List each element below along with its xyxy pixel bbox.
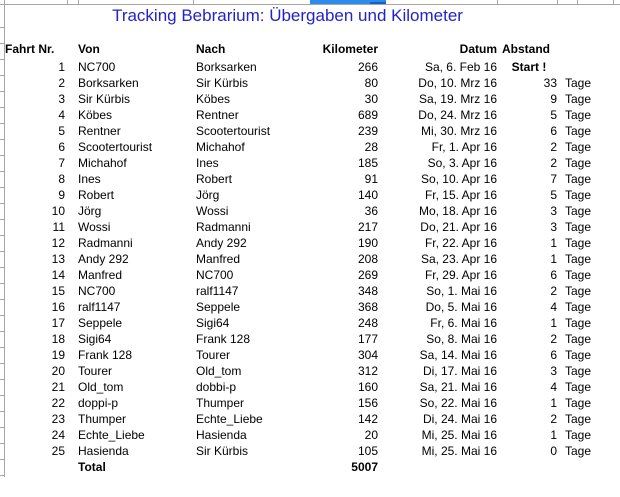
column-tick <box>577 0 578 4</box>
table-row <box>0 139 620 155</box>
cell-fahrt-nr[interactable]: 15 <box>51 284 65 298</box>
cell-fahrt-nr[interactable]: 13 <box>51 252 65 266</box>
cell-datum[interactable]: Di, 24. Mai 16 <box>422 412 497 426</box>
cell-kilometer[interactable]: 190 <box>357 236 378 250</box>
cell-fahrt-nr[interactable]: 14 <box>51 268 65 282</box>
cell-abstand-unit[interactable]: Tage <box>565 348 592 362</box>
cell-abstand[interactable]: 7 <box>550 172 557 186</box>
table-row <box>0 267 620 283</box>
cell-abstand[interactable]: 1 <box>550 396 557 410</box>
cell-nach[interactable]: Rentner <box>196 108 239 122</box>
cell-nach[interactable]: dobbi-p <box>196 380 237 394</box>
cell-kilometer[interactable]: 105 <box>357 444 378 458</box>
table-row <box>0 107 620 123</box>
cell-nach[interactable]: Borksarken <box>196 60 257 74</box>
cell-abstand[interactable]: 3 <box>550 220 557 234</box>
table-row <box>0 331 620 347</box>
cell-abstand[interactable]: 1 <box>550 252 557 266</box>
cell-abstand[interactable]: 2 <box>550 412 557 426</box>
cell-abstand-unit[interactable]: Tage <box>565 396 592 410</box>
cell-nach[interactable]: Wossi <box>196 204 229 218</box>
cell-datum[interactable]: So, 10. Apr 16 <box>420 172 497 186</box>
cell-abstand[interactable]: 2 <box>550 140 557 154</box>
cell-kilometer[interactable]: 80 <box>364 76 378 90</box>
table-row <box>0 203 620 219</box>
table-row <box>0 59 620 75</box>
cell-kilometer[interactable]: 30 <box>364 92 378 106</box>
cell-von[interactable]: Hasienda <box>78 444 129 458</box>
cell-kilometer[interactable]: 177 <box>357 332 378 346</box>
cell-kilometer[interactable]: 156 <box>357 396 378 410</box>
cell-datum[interactable]: Sa, 6. Feb 16 <box>424 60 497 74</box>
cell-fahrt-nr[interactable]: 5 <box>58 124 65 138</box>
table-row <box>0 155 620 171</box>
cell-von[interactable]: Scootertourist <box>78 140 153 154</box>
cell-nach[interactable]: Scootertourist <box>196 124 271 138</box>
total-label[interactable]: Total <box>78 460 106 474</box>
cell-abstand[interactable]: 1 <box>550 428 557 442</box>
cell-kilometer[interactable]: 348 <box>357 284 378 298</box>
table-row <box>0 363 620 379</box>
cell-fahrt-nr[interactable]: 22 <box>51 396 65 410</box>
cell-datum[interactable]: Mi, 30. Mrz 16 <box>420 124 497 138</box>
cell-datum[interactable]: So, 3. Apr 16 <box>427 156 497 170</box>
cell-von[interactable]: Radmanni <box>78 236 133 250</box>
cell-fahrt-nr[interactable]: 7 <box>58 156 65 170</box>
cell-abstand-unit[interactable]: Tage <box>565 428 592 442</box>
cell-von[interactable]: Wossi <box>78 220 111 234</box>
cell-abstand[interactable]: 0 <box>550 444 557 458</box>
cell-abstand[interactable]: 6 <box>550 348 557 362</box>
cell-abstand[interactable]: 2 <box>550 284 557 298</box>
cell-abstand[interactable]: 2 <box>550 156 557 170</box>
cell-abstand-unit[interactable]: Tage <box>565 412 592 426</box>
cell-fahrt-nr[interactable]: 21 <box>51 380 65 394</box>
cell-nach[interactable]: Sir Kürbis <box>196 76 249 90</box>
cell-fahrt-nr[interactable]: 11 <box>52 220 65 234</box>
cell-abstand-unit[interactable]: Tage <box>565 204 592 218</box>
cell-fahrt-nr[interactable]: 12 <box>51 236 65 250</box>
cell-von[interactable]: Thumper <box>78 412 127 426</box>
sheet-title[interactable]: Tracking Bebrarium: Übergaben und Kilometer <box>112 6 463 25</box>
cell-abstand-unit[interactable]: Tage <box>565 316 592 330</box>
cell-fahrt-nr[interactable]: 19 <box>51 348 65 362</box>
cell-datum[interactable]: So, 22. Mai 16 <box>419 396 497 410</box>
cell-von[interactable]: Manfred <box>78 268 123 282</box>
cell-von[interactable]: Robert <box>78 188 115 202</box>
cell-von[interactable]: NC700 <box>78 60 116 74</box>
column-tick <box>557 0 558 4</box>
cell-von[interactable]: Andy 292 <box>78 252 129 266</box>
total-kilometer-value[interactable]: 5007 <box>351 460 378 474</box>
cell-von[interactable]: ralf1147 <box>78 300 121 314</box>
cell-datum[interactable]: Mi, 25. Mai 16 <box>421 428 497 442</box>
table-row <box>0 283 620 299</box>
cell-abstand[interactable]: 1 <box>550 316 557 330</box>
cell-fahrt-nr[interactable]: 4 <box>58 108 65 122</box>
cell-nach[interactable]: Tourer <box>196 348 231 362</box>
cell-von[interactable]: Michahof <box>78 156 127 170</box>
cell-abstand[interactable]: 1 <box>550 236 557 250</box>
cell-nach[interactable]: Echte_Liebe <box>196 412 263 426</box>
cell-abstand-unit[interactable]: Tage <box>565 268 592 282</box>
cell-datum[interactable]: Do, 21. Apr 16 <box>420 220 497 234</box>
table-row <box>0 235 620 251</box>
column-tick <box>78 0 79 4</box>
cell-abstand-unit[interactable]: Tage <box>565 300 592 314</box>
cell-kilometer[interactable]: 248 <box>357 316 378 330</box>
cell-kilometer[interactable]: 312 <box>357 364 378 378</box>
cell-kilometer[interactable]: 239 <box>357 124 378 138</box>
cell-abstand[interactable]: 5 <box>550 108 557 122</box>
cell-von[interactable]: Old_tom <box>78 380 124 394</box>
cell-abstand-unit[interactable]: Tage <box>565 188 592 202</box>
cell-abstand[interactable]: 4 <box>550 380 557 394</box>
column-header-fahrt-nr[interactable]: Fahrt Nr. <box>5 42 55 56</box>
cell-fahrt-nr[interactable]: 10 <box>51 204 65 218</box>
table-row <box>0 347 620 363</box>
cell-abstand[interactable]: 4 <box>550 300 557 314</box>
column-header-von[interactable]: Von <box>78 42 100 56</box>
table-row <box>0 219 620 235</box>
cell-datum[interactable]: Do, 10. Mrz 16 <box>418 76 497 90</box>
cell-fahrt-nr[interactable]: 18 <box>51 332 65 346</box>
row-tick <box>0 475 4 476</box>
column-header-abstand[interactable]: Abstand <box>502 42 550 56</box>
cell-kilometer[interactable]: 160 <box>357 380 378 394</box>
cell-nach[interactable]: Radmanni <box>196 220 251 234</box>
cell-von[interactable]: Ines <box>78 172 101 186</box>
cell-kilometer[interactable]: 28 <box>364 140 378 154</box>
cell-abstand-unit[interactable]: Tage <box>565 332 592 346</box>
cell-fahrt-nr[interactable]: 17 <box>51 316 65 330</box>
cell-fahrt-nr[interactable]: 20 <box>51 364 65 378</box>
cell-nach[interactable]: Sir Kürbis <box>196 444 249 458</box>
cell-datum[interactable]: Fr, 6. Mai 16 <box>430 316 497 330</box>
cell-fahrt-nr[interactable]: 6 <box>58 140 65 154</box>
cell-abstand[interactable]: 33 <box>543 76 557 90</box>
cell-abstand-unit[interactable]: Tage <box>565 284 592 298</box>
column-header-datum[interactable]: Datum <box>459 42 497 56</box>
cell-datum[interactable]: Mo, 18. Apr 16 <box>418 204 497 218</box>
column-tick <box>613 0 614 4</box>
cell-nach[interactable]: Old_tom <box>196 364 242 378</box>
selected-cell-border <box>370 2 386 4</box>
cell-abstand[interactable]: 9 <box>550 92 557 106</box>
cell-kilometer[interactable]: 185 <box>357 156 378 170</box>
cell-von[interactable]: Seppele <box>78 316 123 330</box>
cell-fahrt-nr[interactable]: 23 <box>51 412 65 426</box>
cell-kilometer[interactable]: 266 <box>357 60 378 74</box>
table-row <box>0 443 620 459</box>
cell-datum[interactable]: Sa, 23. Apr 16 <box>420 252 497 266</box>
cell-von[interactable]: NC700 <box>78 284 116 298</box>
cell-kilometer[interactable]: 142 <box>357 412 378 426</box>
cell-nach[interactable]: Hasienda <box>196 428 247 442</box>
table-row <box>0 315 620 331</box>
cell-von[interactable]: Borksarken <box>78 76 139 90</box>
row-tick <box>0 27 4 28</box>
cell-von[interactable]: Sigi64 <box>78 332 112 346</box>
cell-abstand-unit[interactable]: Tage <box>565 124 592 138</box>
cell-von[interactable]: Tourer <box>78 364 113 378</box>
cell-nach[interactable]: Seppele <box>196 300 241 314</box>
cell-nach[interactable]: Frank 128 <box>196 332 251 346</box>
cell-nach[interactable]: Andy 292 <box>196 236 247 250</box>
cell-fahrt-nr[interactable]: 24 <box>51 428 65 442</box>
cell-kilometer[interactable]: 36 <box>364 204 378 218</box>
cell-abstand-unit[interactable]: Tage <box>565 444 592 458</box>
table-row <box>0 299 620 315</box>
table-row <box>0 411 620 427</box>
cell-datum[interactable]: So, 1. Mai 16 <box>426 284 497 298</box>
cell-kilometer[interactable]: 269 <box>357 268 378 282</box>
top-gridline <box>0 4 620 5</box>
cell-abstand[interactable]: 3 <box>550 364 557 378</box>
cell-von[interactable]: Frank 128 <box>78 348 133 362</box>
column-tick <box>4 0 5 4</box>
cell-nach[interactable]: Thumper <box>196 396 245 410</box>
cell-datum[interactable]: Di, 17. Mai 16 <box>422 364 497 378</box>
cell-datum[interactable]: Do, 24. Mrz 16 <box>418 108 497 122</box>
table-row <box>0 123 620 139</box>
cell-kilometer[interactable]: 217 <box>357 220 378 234</box>
total-row <box>0 459 620 475</box>
column-tick <box>497 0 498 4</box>
column-header-kilometer[interactable]: Kilometer <box>322 42 378 56</box>
table-header-row <box>0 41 620 57</box>
cell-nach[interactable]: Jörg <box>196 188 220 202</box>
cell-abstand[interactable]: 6 <box>550 268 557 282</box>
cell-nach[interactable]: Michahof <box>196 140 245 154</box>
cell-fahrt-nr[interactable]: 9 <box>58 188 65 202</box>
cell-fahrt-nr[interactable]: 3 <box>58 92 65 106</box>
table-row <box>0 91 620 107</box>
cell-datum[interactable]: Mi, 25. Mai 16 <box>421 444 497 458</box>
cell-kilometer[interactable]: 689 <box>357 108 378 122</box>
cell-datum[interactable]: Do, 5. Mai 16 <box>425 300 497 314</box>
cell-kilometer[interactable]: 368 <box>357 300 378 314</box>
cell-abstand-unit[interactable]: Tage <box>565 76 592 90</box>
cell-nach[interactable]: Ines <box>196 156 219 170</box>
cell-fahrt-nr[interactable]: 25 <box>51 444 65 458</box>
cell-fahrt-nr[interactable]: 1 <box>58 60 65 74</box>
cell-datum[interactable]: Fr, 1. Apr 16 <box>431 140 497 154</box>
cell-datum[interactable]: Sa, 14. Mai 16 <box>419 348 497 362</box>
cell-abstand-unit[interactable]: Tage <box>565 364 592 378</box>
cell-von[interactable]: Rentner <box>78 124 121 138</box>
cell-abstand-unit[interactable]: Tage <box>565 252 592 266</box>
cell-von[interactable]: Jörg <box>78 204 102 218</box>
column-tick <box>67 0 68 4</box>
column-header-nach[interactable]: Nach <box>196 42 226 56</box>
cell-datum[interactable]: Fr, 22. Apr 16 <box>424 236 497 250</box>
cell-von[interactable]: doppi-p <box>78 396 119 410</box>
cell-abstand-unit[interactable]: Tage <box>565 108 592 122</box>
cell-abstand[interactable]: 3 <box>550 204 557 218</box>
cell-fahrt-nr[interactable]: 2 <box>58 76 65 90</box>
cell-datum[interactable]: Sa, 21. Mai 16 <box>419 380 497 394</box>
cell-abstand[interactable]: 6 <box>550 124 557 138</box>
cell-abstand[interactable]: 5 <box>550 188 557 202</box>
cell-datum[interactable]: Fr, 15. Apr 16 <box>424 188 497 202</box>
cell-kilometer[interactable]: 140 <box>357 188 378 202</box>
cell-abstand-unit[interactable]: Tage <box>565 92 592 106</box>
cell-nach[interactable]: Manfred <box>196 252 241 266</box>
cell-datum[interactable]: Fr, 29. Apr 16 <box>424 268 497 282</box>
cell-datum[interactable]: So, 8. Mai 16 <box>426 332 497 346</box>
cell-datum[interactable]: Sa, 19. Mrz 16 <box>418 92 497 106</box>
cell-abstand-unit[interactable]: Tage <box>565 380 592 394</box>
cell-nach[interactable]: ralf1147 <box>196 284 239 298</box>
table-row <box>0 379 620 395</box>
cell-abstand-unit[interactable]: Tage <box>565 156 592 170</box>
cell-von[interactable]: Sir Kürbis <box>78 92 131 106</box>
cell-nach[interactable]: Robert <box>196 172 233 186</box>
cell-fahrt-nr[interactable]: 16 <box>51 300 65 314</box>
table-row <box>0 171 620 187</box>
cell-fahrt-nr[interactable]: 8 <box>58 172 65 186</box>
column-tick <box>193 0 194 4</box>
cell-kilometer[interactable]: 304 <box>357 348 378 362</box>
cell-abstand-unit[interactable]: Tage <box>565 172 592 186</box>
table-row <box>0 395 620 411</box>
cell-abstand-start[interactable]: Start ! <box>511 60 547 74</box>
table-row <box>0 75 620 91</box>
table-row <box>0 251 620 267</box>
cell-abstand-unit[interactable]: Tage <box>565 140 592 154</box>
table-row <box>0 427 620 443</box>
cell-kilometer[interactable]: 208 <box>357 252 378 266</box>
table-row <box>0 187 620 203</box>
cell-von[interactable]: Echte_Liebe <box>78 428 145 442</box>
cell-nach[interactable]: Köbes <box>196 92 231 106</box>
cell-nach[interactable]: Sigi64 <box>196 316 230 330</box>
cell-kilometer[interactable]: 91 <box>364 172 378 186</box>
cell-kilometer[interactable]: 20 <box>364 428 378 442</box>
cell-nach[interactable]: NC700 <box>196 268 234 282</box>
cell-abstand-unit[interactable]: Tage <box>565 236 592 250</box>
cell-abstand-unit[interactable]: Tage <box>565 220 592 234</box>
cell-abstand[interactable]: 2 <box>550 332 557 346</box>
cell-von[interactable]: Köbes <box>78 108 113 122</box>
